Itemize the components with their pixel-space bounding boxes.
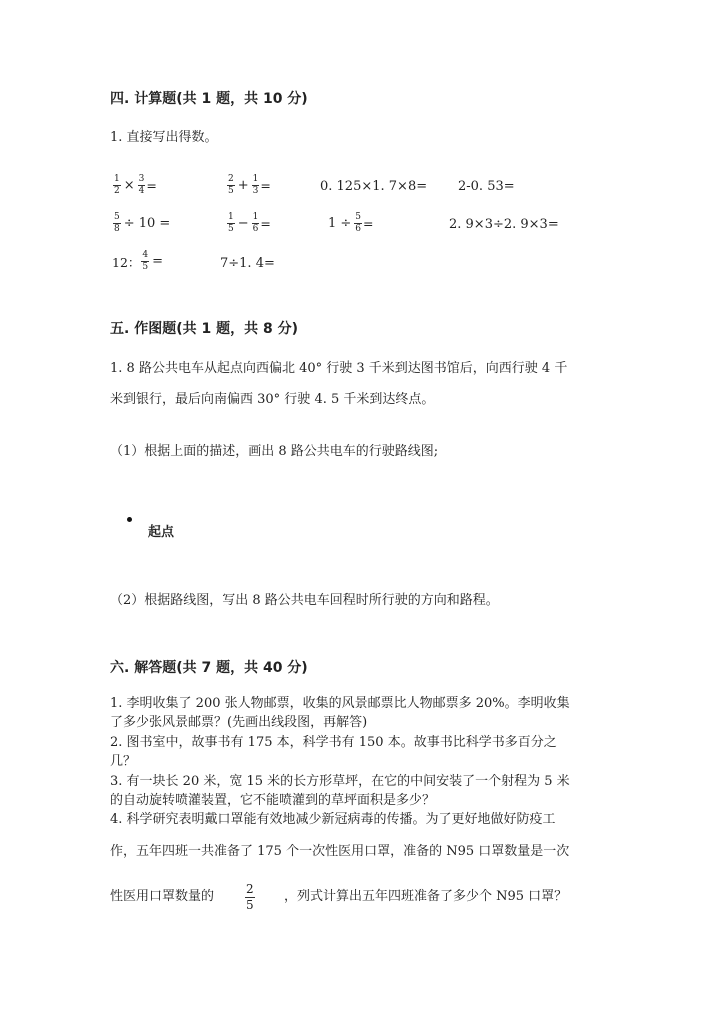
section6-q3-line2: 的自动旋转喷灌装置，它不能喷灌到的草坪面积是多少？	[110, 793, 436, 808]
section6-q4-line1: 4. 科学研究表明戴口罩能有效地减少新冠病毒的传播。为了更好地做好防疫工	[110, 812, 556, 827]
section6-q2-line1: 2. 图书室中，故事书有 175 本，科学书有 150 本。故事书比科学书多百分之	[110, 735, 557, 750]
start-point-dot	[127, 517, 132, 522]
fraction: $\frac{4}{5}$	[142, 250, 149, 272]
section6-q1-line2: 了多少张风景邮票？(先画出线段图，再解答)	[110, 715, 368, 730]
expression-7: 1 ÷ $\frac{5}{6}$ =	[328, 212, 374, 234]
fraction: $\frac{1}{6}$	[252, 212, 259, 234]
expression-9: 12： $\frac{4}{5}$ =	[112, 250, 164, 272]
section6-q3-line1: 3. 有一块长 20 米，宽 15 米的长方形草坪，在它的中间安装了一个射程为 5 米	[110, 774, 570, 789]
fraction: $\frac{1}{2}$	[114, 174, 120, 196]
fraction: $\frac{1}{3}$	[252, 174, 259, 196]
section5-part2: （2）根据路线图，写出 8 路公共电车回程时所行驶的方向和路程。	[110, 593, 499, 608]
expression-2: $\frac{2}{5}$ + $\frac{1}{3}$ =	[228, 174, 271, 196]
section4-question1: 1. 直接写出得数。	[110, 130, 218, 145]
section6-q4-line3-suffix: ，列式计算出五年四班准备了多少个 N95 口罩？	[284, 889, 568, 904]
fraction: $\frac{3}{4}$	[138, 174, 145, 196]
expression-8: 2. 9×3÷2. 9×3=	[449, 217, 559, 232]
expression-5: $\frac{5}{8}$ ÷ 10 =	[114, 212, 171, 234]
section4-title: 四. 计算题(共 1 题，共 10 分)	[110, 91, 308, 107]
section5-question-line2: 米到银行，最后向南偏西 30° 行驶 4. 5 千米到达终点。	[110, 392, 435, 407]
section6-title: 六. 解答题(共 7 题，共 40 分)	[110, 660, 308, 676]
section6-q1-line1: 1. 李明收集了 200 张人物邮票，收集的风景邮票比人物邮票多 20%。李明收集	[110, 696, 570, 711]
expression-6: $\frac{1}{5}$ − $\frac{1}{6}$ =	[228, 212, 271, 234]
expression-4: 2-0. 53=	[458, 179, 515, 194]
fraction-two-fifths: $\frac{2}{5}$	[246, 882, 254, 912]
expression-1: $\frac{1}{2}$ × $\frac{3}{4}$ =	[114, 174, 157, 196]
start-point-label: 起点	[148, 525, 175, 540]
fraction: $\frac{5}{6}$	[355, 212, 362, 234]
section5-part1: （1）根据上面的描述，画出 8 路公共电车的行驶路线图;	[110, 444, 439, 459]
section6-q4-line2: 作，五年四班一共准备了 175 个一次性医用口罩，准备的 N95 口罩数量是一次	[110, 844, 570, 859]
expression-10: 7÷1. 4=	[220, 256, 275, 271]
expression-3: 0. 125×1. 7×8=	[320, 179, 428, 194]
section5-question-line1: 1. 8 路公共电车从起点向西偏北 40° 行驶 3 千米到达图书馆后，向西行驶 4 千	[110, 361, 568, 376]
fraction: $\frac{5}{8}$	[114, 212, 120, 234]
fraction: $\frac{1}{5}$	[228, 212, 234, 234]
section5-title: 五. 作图题(共 1 题，共 8 分)	[110, 321, 298, 337]
section6-q2-line2: 几？	[110, 754, 137, 769]
fraction: $\frac{2}{5}$	[228, 174, 234, 196]
section6-q4-line3-prefix: 性医用口罩数量的	[110, 889, 215, 904]
